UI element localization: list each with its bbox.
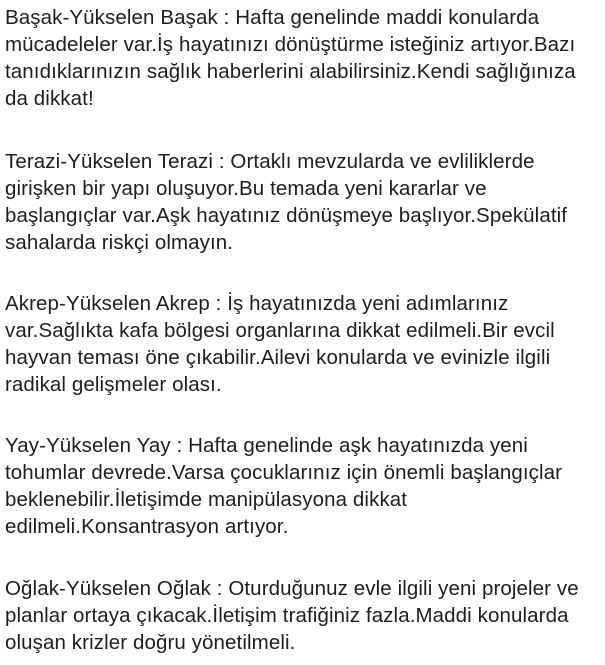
text-line: tohumlar devrede.Varsa çocuklarınız için önemli başlangıçlar	[5, 461, 563, 484]
text-line: başlangıçlar var.Aşk hayatınız dönüşmeye başlıyor.Spekülatif	[5, 204, 568, 227]
text-line: edilmeli.Konsantrasyon artıyor.	[5, 515, 289, 538]
text-line: Terazi-Yükselen Terazi : Ortaklı mevzularda ve evliliklerde	[5, 150, 535, 173]
text-line: sahalarda riskçi olmayın.	[5, 231, 234, 254]
text-line: Yay-Yükselen Yay : Hafta genelinde aşk hayatınızda yeni	[5, 434, 528, 457]
text-line: mücadeleler var.İş hayatınızı dönüştürme isteğiniz artıyor.Bazı	[5, 33, 576, 56]
text-line: hayvan teması öne çıkabilir.Ailevi konularda ve evinizle ilgili	[5, 346, 551, 369]
text-line: girişken bir yapı oluşuyor.Bu temada yeni kararlar ve	[5, 177, 487, 200]
text-line: radikal gelişmeler olası.	[5, 373, 222, 396]
text-line: Oğlak-Yükselen Oğlak : Oturduğunuz evle ilgili yeni projeler ve	[5, 577, 579, 600]
text-line: Başak-Yükselen Başak : Hafta genelinde maddi konularda	[5, 6, 540, 29]
text-line: da dikkat!	[5, 87, 94, 110]
text-line: oluşan krizler doğru yönetilmeli.	[5, 631, 296, 654]
paragraph-yay	[5, 432, 562, 540]
text-line: beklenebilir.İletişimde manipülasyona dikkat	[5, 488, 408, 511]
text-line: Akrep-Yükselen Akrep : İş hayatınızda yeni adımlarınız	[5, 292, 509, 315]
paragraph-akrep	[5, 290, 555, 398]
text-line: var.Sağlıkta kafa bölgesi organlarına dikkat edilmeli.Bir evcil	[5, 319, 555, 342]
paragraph-terazi	[5, 148, 567, 256]
text-line: tanıdıklarınızın sağlık haberlerini alabilirsiniz.Kendi sağlığınıza	[5, 60, 576, 83]
text-line: planlar ortaya çıkacak.İletişim trafiğiniz fazla.Maddi konularda	[5, 604, 569, 627]
paragraph-basak	[5, 4, 576, 112]
paragraph-oglak	[5, 575, 579, 656]
